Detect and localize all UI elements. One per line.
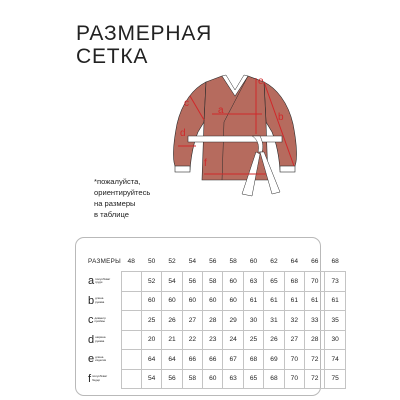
table-cell: 31 [264, 311, 284, 331]
table-cell: 64 [162, 350, 182, 370]
table-cell: 28 [305, 330, 325, 350]
table-row [88, 311, 345, 331]
table-cell: 65 [264, 272, 284, 292]
table-cell: 54 [141, 369, 161, 389]
row-label [88, 272, 121, 292]
note-line-1: *пожалуйста, [94, 177, 141, 186]
table-cell: 73 [325, 272, 345, 292]
table-cell: 70 [284, 369, 304, 389]
table-cell: 58 [182, 369, 202, 389]
header-size-cell: 62 [270, 258, 278, 265]
table-cell: 23 [203, 330, 223, 350]
table-cell: 64 [141, 350, 161, 370]
marker-d: d [180, 128, 186, 139]
header-size-cell: 50 [147, 258, 156, 265]
table-cell: 72 [305, 369, 325, 389]
left-sleeve [173, 82, 206, 170]
note-line-3: на размеры [94, 199, 136, 208]
table-cell: 60 [141, 291, 161, 311]
row-letter: b [88, 294, 95, 307]
table-cell: 22 [182, 330, 202, 350]
row-label [88, 369, 121, 389]
table-cell: 25 [243, 330, 263, 350]
table-cell: 25 [141, 311, 161, 331]
table-cell: 35 [325, 311, 345, 331]
table-cell: 61 [264, 291, 284, 311]
header-size-cell: 64 [290, 258, 299, 265]
size-header-row [88, 252, 345, 272]
table-cell: 27 [182, 311, 202, 331]
table-cell: 21 [162, 330, 182, 350]
table-cell: 60 [223, 291, 243, 311]
note-line-4: в таблице [94, 210, 129, 219]
table-row [88, 350, 345, 370]
note-line-2: ориентируйтесь [94, 188, 151, 197]
table-cell: 69 [264, 350, 284, 370]
row-letter: d [88, 333, 95, 346]
table-cell [121, 291, 141, 311]
table-cell: 74 [325, 350, 345, 370]
header-size-cell: 68 [331, 258, 339, 265]
table-cell: 75 [325, 369, 345, 389]
belt [188, 136, 282, 142]
table-cell: 68 [284, 272, 304, 292]
row-letter: f [88, 372, 92, 385]
table-cell: 67 [223, 350, 243, 370]
table-cell [121, 330, 141, 350]
table-cell: 70 [284, 350, 304, 370]
header-size-cell: 58 [229, 258, 237, 265]
marker-e: e [258, 76, 264, 87]
table-cell: 61 [325, 291, 345, 311]
header-label-cell [88, 252, 121, 272]
marker-b: b [278, 112, 284, 123]
table-cell: 63 [243, 272, 263, 292]
table-cell: 52 [141, 272, 161, 292]
row-description: длина изделия [95, 354, 107, 363]
row-description: диаметр проймы [94, 315, 106, 324]
right-cuff [280, 166, 295, 172]
table-cell: 58 [203, 272, 223, 292]
row-description: ширина рукава [95, 335, 106, 343]
table-cell: 24 [223, 330, 243, 350]
marker-c: c [184, 98, 189, 109]
row-description: полуобхват бедер [92, 374, 108, 382]
table-cell: 68 [243, 350, 263, 370]
table-row [88, 291, 345, 311]
table-cell: 60 [223, 272, 243, 292]
table-cell [121, 311, 141, 331]
table-cell: 60 [182, 291, 202, 311]
table-cell: 72 [305, 350, 325, 370]
table-cell: 32 [284, 311, 304, 331]
title-line-1: РАЗМЕРНАЯ [76, 22, 213, 45]
table-cell: 61 [243, 291, 263, 311]
table-cell [121, 272, 141, 292]
row-description: полуобхват груди [95, 276, 111, 285]
table-row [88, 330, 345, 350]
table-cell: 30 [325, 330, 345, 350]
row-letter: c [88, 314, 94, 327]
table-cell [121, 350, 141, 370]
table-row [88, 272, 345, 292]
row-label [88, 350, 121, 370]
table-cell: 27 [284, 330, 304, 350]
table-cell: 54 [162, 272, 182, 292]
row-label [88, 311, 121, 331]
table-cell: 65 [243, 369, 263, 389]
header-size-cell: 52 [168, 258, 176, 265]
table-cell: 66 [182, 350, 202, 370]
table-cell: 60 [203, 291, 223, 311]
size-note [94, 176, 150, 220]
header-size-cell: 66 [311, 258, 319, 265]
marker-f: f [204, 158, 207, 169]
table-cell: 33 [305, 311, 325, 331]
table-cell: 56 [182, 272, 202, 292]
size-table [88, 252, 346, 389]
row-label [88, 330, 121, 350]
table-cell: 60 [162, 291, 182, 311]
table-cell [121, 369, 141, 389]
table-cell: 70 [305, 272, 325, 292]
header-size-cell: 54 [188, 258, 197, 265]
table-cell: 29 [223, 311, 243, 331]
table-cell: 61 [305, 291, 325, 311]
row-label [88, 291, 121, 311]
table-cell: 61 [284, 291, 304, 311]
marker-a: a [218, 105, 224, 116]
wrap-blouse-illustration [160, 62, 310, 212]
table-cell: 26 [264, 330, 284, 350]
title-line-2: СЕТКА [76, 45, 149, 68]
header-size-cell: 60 [249, 258, 258, 265]
table-cell: 56 [162, 369, 182, 389]
row-letter: e [88, 353, 95, 366]
left-cuff [175, 166, 190, 172]
table-cell: 20 [141, 330, 161, 350]
table-cell: 68 [264, 369, 284, 389]
table-cell: 60 [203, 369, 223, 389]
table-cell: 63 [223, 369, 243, 389]
table-cell: 30 [243, 311, 263, 331]
header-size-cell: 56 [209, 258, 217, 265]
row-letter: a [88, 275, 95, 288]
header-label: РАЗМЕРЫ [88, 258, 122, 266]
header-size-cell: 48 [127, 258, 135, 265]
row-description: длина рукава [95, 296, 105, 304]
table-row [88, 369, 345, 389]
table-cell: 26 [162, 311, 182, 331]
table-cell: 28 [203, 311, 223, 331]
table-cell: 66 [203, 350, 223, 370]
